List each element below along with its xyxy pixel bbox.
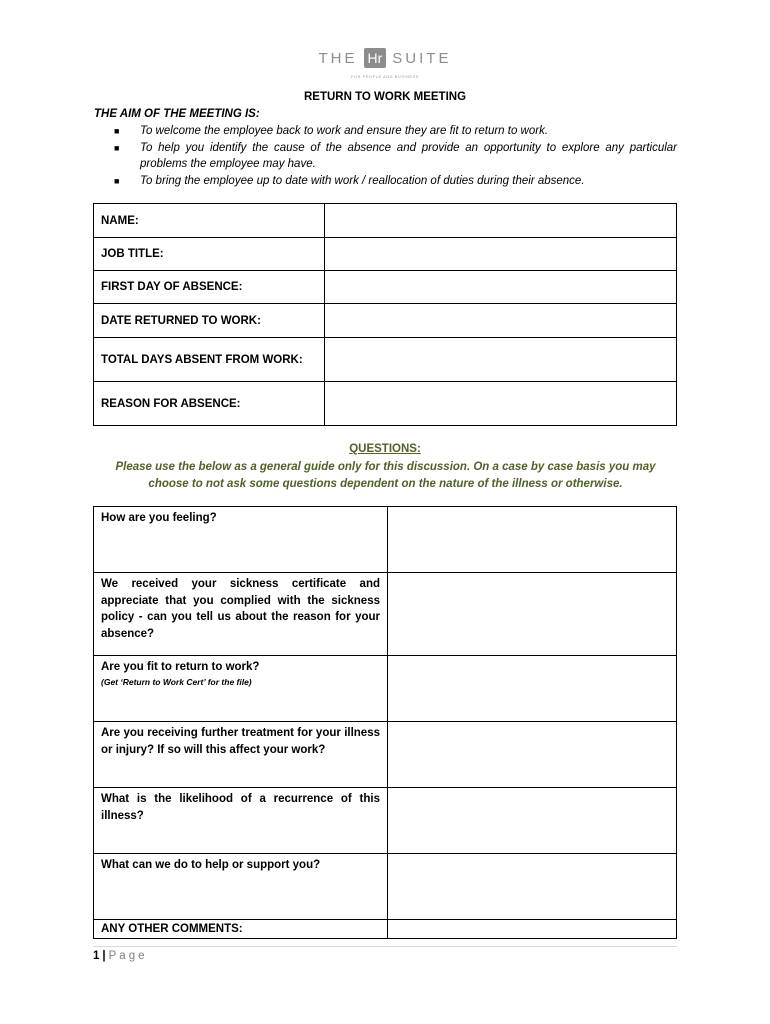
field-label-total-days: TOTAL DAYS ABSENT FROM WORK: (94, 338, 325, 382)
field-label-date-returned: DATE RETURNED TO WORK: (94, 304, 325, 338)
table-row (94, 271, 677, 304)
questions-note: Please use the below as a general guide only for this discussion. On a case by case basis you may choose to not ask some questions dependent on the nature of the illness or otherwise. (115, 461, 656, 490)
table-row (94, 920, 677, 939)
field-input-reason[interactable] (325, 382, 677, 426)
field-label-job-title: JOB TITLE: (94, 238, 325, 271)
question-label: Are you fit to return to work? (Get ‘Return to Work Cert’ for the file) (94, 656, 388, 722)
table-row (94, 656, 677, 722)
question-note: (Get ‘Return to Work Cert’ for the file) (101, 676, 252, 687)
field-input-total-days[interactable] (325, 338, 677, 382)
logo-tagline: FOR PEOPLE AND BUSINESS (351, 74, 419, 79)
footer-divider (93, 946, 677, 947)
questions-table (93, 506, 677, 939)
table-row (94, 722, 677, 788)
answer-field[interactable] (388, 788, 677, 854)
answer-field[interactable] (388, 507, 677, 573)
table-row (94, 573, 677, 656)
document-title: RETURN TO WORK MEETING (303, 91, 467, 103)
aim-heading: THE AIM OF THE MEETING IS: (94, 108, 260, 120)
aim-text: To help you identify the cause of the absence and provide an opportunity to explore any particular problems the employee may have. (140, 141, 677, 170)
question-label: What can we do to help or support you? (94, 854, 388, 920)
question-label: How are you feeling? (94, 507, 388, 573)
answer-field[interactable] (388, 854, 677, 920)
table-row (94, 788, 677, 854)
field-input-name[interactable] (325, 204, 677, 238)
questions-heading: QUESTIONS: (349, 443, 421, 455)
table-row (94, 382, 677, 426)
field-input-first-day[interactable] (325, 271, 677, 304)
logo-text-right: SUITE (392, 49, 452, 67)
aim-text: To bring the employee up to date with work / reallocation of duties during their absence. (140, 174, 585, 187)
page-footer (93, 950, 147, 962)
field-input-job-title[interactable] (325, 238, 677, 271)
field-label-first-day: FIRST DAY OF ABSENCE: (94, 271, 325, 304)
aim-item (114, 173, 677, 190)
aim-text: To welcome the employee back to work and ensure they are fit to return to work. (140, 125, 549, 137)
footer-separator: | (102, 950, 106, 962)
aims-list (114, 123, 677, 189)
table-row (94, 854, 677, 920)
bullet-icon: ■ (114, 126, 120, 136)
question-label: Are you receiving further treatment for your illness or injury? If so will this affect your work? (94, 722, 388, 788)
table-row (94, 204, 677, 238)
answer-field[interactable] (388, 722, 677, 788)
bullet-icon: ■ (114, 175, 120, 186)
question-label: We received your sickness certificate and appreciate that you complied with the sickness policy - can you tell us about the reason for your absence? (94, 573, 388, 656)
question-label: ANY OTHER COMMENTS: (94, 920, 388, 939)
field-label-reason: REASON FOR ABSENCE: (94, 382, 325, 426)
page-number: 1 (93, 950, 100, 962)
answer-field[interactable] (388, 920, 677, 939)
answer-field[interactable] (388, 573, 677, 656)
logo-badge: Hr (364, 48, 387, 68)
aim-item (114, 140, 677, 173)
bullet-icon: ■ (114, 142, 120, 153)
employee-info-table (93, 203, 677, 426)
answer-field[interactable] (388, 656, 677, 722)
table-row (94, 338, 677, 382)
company-logo (0, 48, 770, 79)
table-row (94, 507, 677, 573)
field-input-date-returned[interactable] (325, 304, 677, 338)
table-row (94, 238, 677, 271)
question-label: What is the likelihood of a recurrence of this illness? (94, 788, 388, 854)
page-label: Page (108, 950, 148, 962)
logo-text-left: THE (318, 49, 358, 67)
table-row (94, 304, 677, 338)
field-label-name: NAME: (94, 204, 325, 238)
aim-item (114, 123, 677, 140)
